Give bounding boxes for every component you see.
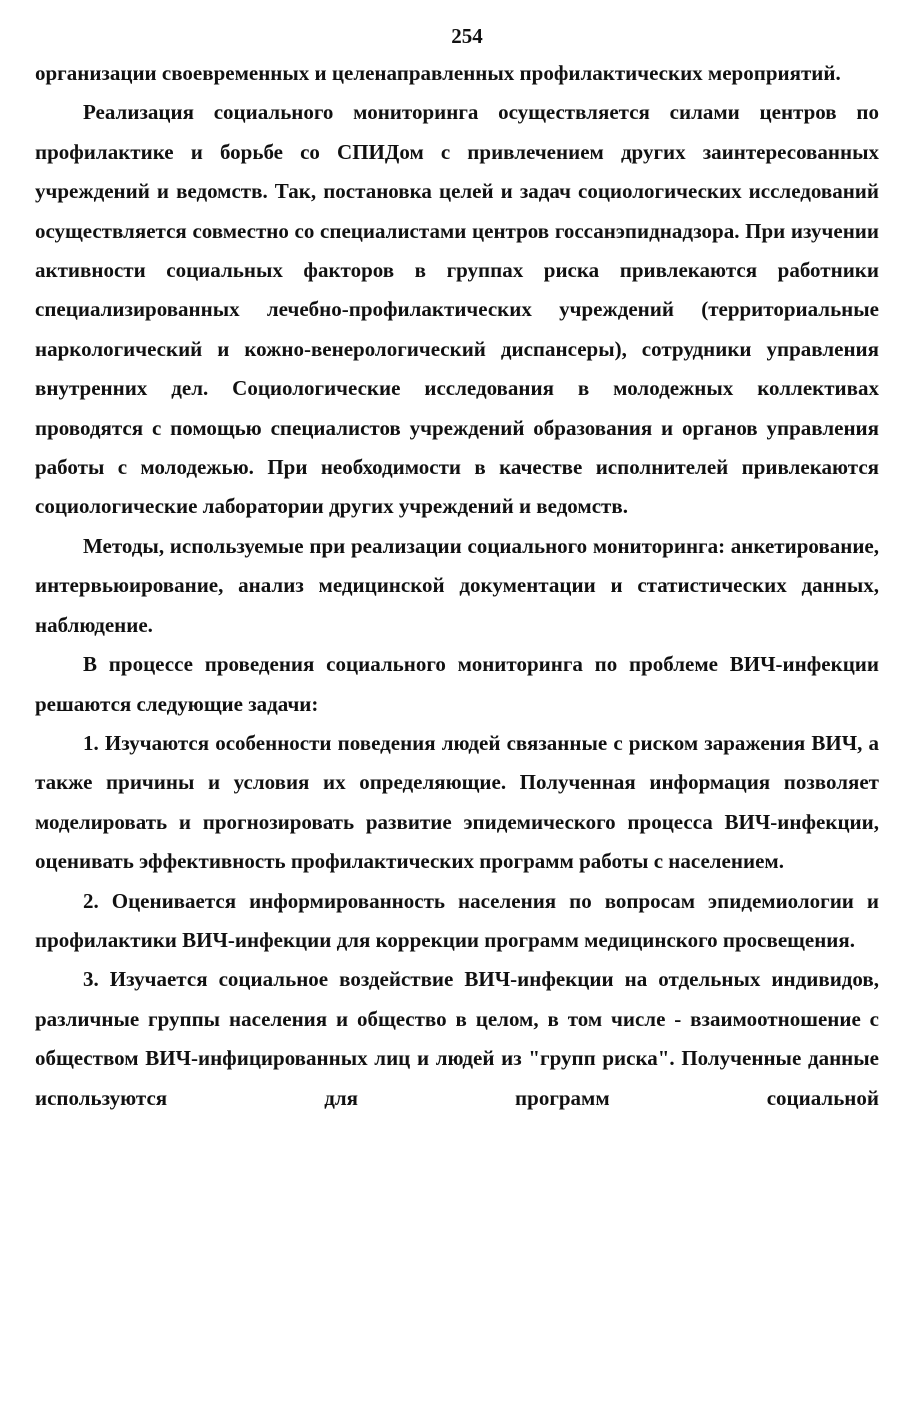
list-item-task-2: 2. Оценивается информированность населения по вопросам эпидемиологии и профилактики ВИЧ-инфекции для коррекции программ медицинского просвещения. — [35, 888, 879, 952]
paragraph-intro-continuation: организации своевременных и целенаправленных профилактических мероприятий. — [35, 61, 841, 85]
page-number: 254 — [451, 24, 483, 48]
paragraph-tasks-intro: В процессе проведения социального мониторинга по проблеме ВИЧ-инфекции решаются следующие задачи: — [35, 652, 879, 716]
paragraph-implementation: Реализация социального мониторинга осуществляется силами центров по профилактике и борьбе со СПИДом с привлечением других заинтересованных учреждений и ведомств. Так, постановка целей и задач социологических исследований осуществляется совместно со специалистами центров госсанэпиднадзора. При изучении активности социальных факторов в группах риска привлекаются работники специализированных лечебно-профилактических учреждений (территориальные наркологический и кожно-венерологический диспансеры), сотрудники управления внутренних дел. Социологические исследования в молодежных коллективах проводятся с помощью специалистов учреждений образования и органов управления работы с молодежью. При необходимости в качестве исполнителей привлекаются социологические лаборатории других учреждений и ведомств. — [35, 100, 879, 519]
list-item-task-1: 1. Изучаются особенности поведения людей связанные с риском заражения ВИЧ, а также причины и условия их определяющие. Полученная информация позволяет моделировать и прогнозировать развитие эпидемического процесса ВИЧ-инфекции, оценивать эффективность профилактических программ работы с населением. — [35, 730, 879, 874]
list-item-task-3: 3. Изучается социальное воздействие ВИЧ-инфекции на отдельных индивидов, различные группы населения и общество в целом, в том числе - взаимоотношение с обществом ВИЧ-инфицированных лиц и людей из "групп риска". Полученные данные используются для программ социальной — [35, 967, 879, 1110]
paragraph-methods: Методы, используемые при реализации социального мониторинга: анкетирование, интервьюирование, анализ медицинской документации и статистических данных, наблюдение. — [35, 533, 879, 637]
